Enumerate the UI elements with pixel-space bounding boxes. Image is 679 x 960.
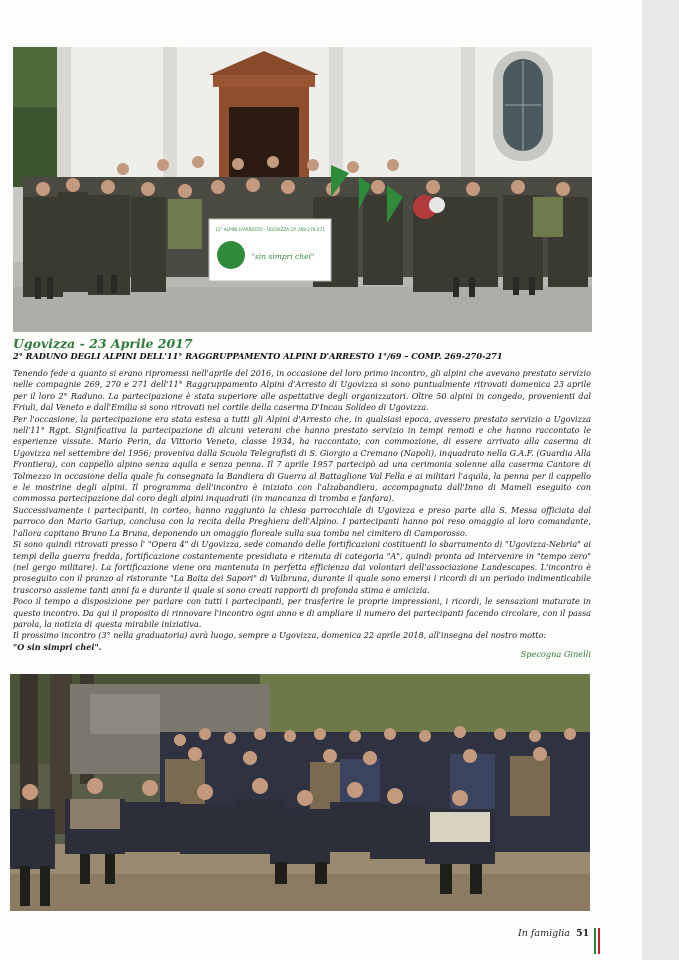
paragraph: Si sono quindi ritrovati presso l' "Opera 4" di Ugovizza, sede comando delle fortificazioni costituenti lo sbarramento di "Ugovizza-Nebria" ai tempi della guerra fredda, fortificazione costantemente presidiata e ritenuta di categoria "A", quindi pronta ad intervenire in "tempo zero" (nel gergo militare). La fortificazione viene ora mantenuta in perfetta efficienza dai volontari dell'associazione Landescapes. L'incontro è proseguito con il pranzo al ristorante "La Baita dei Sapori" di Valbruna, durante il quale sono emersi i ricordi di un periodo indimenticabile trascorso assieme tanti anni fa e durante il quale si sono creati rapporti di profonda stima e amicizia. — [13, 539, 591, 595]
paragraph: Successivamente i partecipanti, in corteo, hanno raggiunto la chiesa parrocchiale di Ugovizza e preso parte alla S. Messa officiata dal parroco don Mario Gariup, conclusa con la recita della Preghiera dell'Alpino. I partecipanti hanno poi reso omaggio al loro comandante, l'allora capitano Bruno La Bruna, deponendo un omaggio floreale sulla sua tomba nel cimitero di Camporosso. — [13, 504, 591, 538]
paragraph: Per l'occasione, la partecipazione era stata estesa a tutti gli Alpini d'Arresto che, in qualsiasi epoca, avessero prestato servizio a Ugovizza nell'11° Rgpt. Significativa la partecipazione di alcuni veterani che hanno prestato servizio in tempi remoti e che hanno raccontato le esperienze vissute. Mario Perin, da Vittorio Veneto, classe 1934, ha raccontato, con commozione, di essere arrivato alla caserma di Ugovizza nel settembre del 1956; proveniva dalla Scuola Telegrafisti di S. Giorgio a Cremano (Napoli), inquadrato nella G.A.F. (Guardia Alla Frontiera), con cappello alpino senza aquila e senza penna. Il 7 aprile 1957 partecipò ad una cerimonia solenne alla caserma Cantore di Tolmezzo in occasione della quale fu consegnata la Bandiera di Guerra al Battaglione Val Fella e ai militari l'aquila, la penna per il cappello e le mostrine degli alpini. Il programma dell'incontro è iniziato con l'alzabandiera, accompagnata dall'Inno di Mameli eseguito con commossa partecipazione dal coro degli alpini inquadrati (in mancanza di tromba e fanfara). — [13, 413, 591, 504]
banner-line1: 11° ALPINI D'ARRESTO - UGOVIZZA CP. 269-270-271 — [215, 227, 325, 232]
page-footer — [518, 928, 589, 939]
article-subtitle: 2° RADUNO DEGLI ALPINI DELL'11° RAGGRUPPAMENTO ALPINI D'ARRESTO 1°/69 – COMP. 269-270-271 — [13, 351, 503, 361]
paragraph: Tenendo fede a quanto si erano ripromessi nell'aprile del 2016, in occasione del loro primo incontro, gli alpini che avevano prestato servizio nelle compagnie 269, 270 e 271 dell'11° Raggruppamento Alpini d'Arresto di Ugovizza si sono puntualmente ritrovati domenica 23 aprile per il loro 2° Raduno. La partecipazione è stata superiore alle aspettative degli organizzatori. Oltre 50 alpini in congedo, provenienti dal Friuli, dal Veneto e dall'Emilia si sono ritrovati nel cortile della caserma D'Incau Solideo di Ugovizza. — [13, 368, 591, 413]
section-name: In famiglia — [518, 928, 570, 939]
banner-line2: "sin simpri chei" — [251, 252, 315, 261]
paragraph: Il prossimo incontro (3° nella graduatoria) avrà luogo, sempre a Ugovizza, domenica 22 aprile 2018, all'insegna del nostro motto: — [13, 630, 547, 641]
motto: "O sin simpri chei". — [13, 641, 102, 652]
page-number: 51 — [575, 928, 590, 939]
article — [13, 336, 591, 659]
article-body — [13, 368, 591, 653]
article-title: Ugovizza - 23 Aprile 2017 — [13, 336, 193, 351]
article-author: Specogna Ginelli — [520, 649, 591, 659]
group-photo-outdoors — [10, 674, 590, 911]
italian-flag-strip — [594, 928, 600, 954]
group-photo-church — [13, 47, 592, 332]
paragraph: Poco il tempo a disposizione per parlare con tutti i partecipanti, per trasferire le proprie impressioni, i ricordi, le sensazioni maturate in questo incontro. Da qui il proposito di rinnovare l'incontro ogni anno e di ampliare il numero dei partecipanti facendo circolare, con il passa parola, la notizia di questa mirabile iniziativa. — [13, 596, 591, 629]
